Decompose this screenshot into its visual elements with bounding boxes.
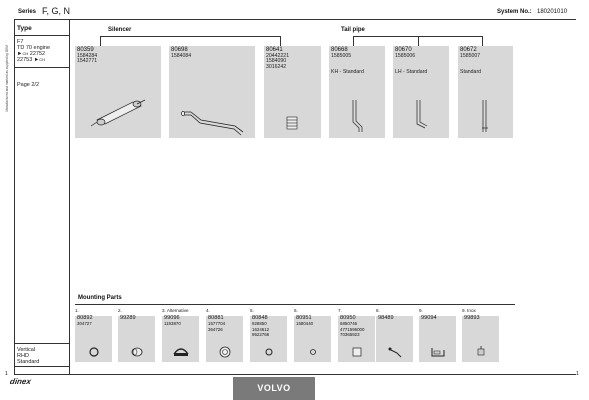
part-number: 99893	[464, 315, 480, 321]
connector-drop-3	[353, 36, 354, 46]
mounting-part-icon	[84, 344, 104, 360]
oem-ref: 364726	[208, 326, 223, 332]
mounting-item-number: 8.	[376, 308, 380, 313]
arrow-icon: ►	[33, 57, 40, 63]
group-silencer: Silencer	[108, 27, 132, 33]
part-number: 80359	[77, 47, 94, 53]
oem-ref: 6850746	[340, 321, 358, 327]
header-rule	[14, 19, 576, 20]
ch-code: CH	[39, 57, 46, 62]
mounting-item-part	[378, 316, 394, 321]
mounting-item-part	[340, 316, 364, 338]
mounting-item-number: 1.	[75, 308, 79, 313]
part-number: 80848	[252, 315, 268, 321]
mounting-item-part	[464, 316, 480, 321]
part-number: 80668	[331, 47, 348, 53]
mounting-part-icon	[215, 344, 235, 360]
mounting-rule	[75, 304, 515, 305]
mounting-part-icon	[471, 344, 491, 360]
flex-pipe-drawing	[284, 114, 300, 132]
pipe-drawing	[179, 104, 249, 136]
sidebar-divider	[14, 19, 15, 374]
variant-vertical: Vertical	[17, 347, 36, 353]
connector-drop-4	[418, 36, 419, 46]
mounting-item-part	[421, 316, 437, 321]
oem-ref: 1585007	[460, 52, 481, 59]
page-number: 1	[576, 371, 579, 377]
system-value: 180201010	[537, 9, 568, 15]
series-value: F, G, N	[42, 6, 71, 16]
oem-ref: 20442221	[266, 52, 290, 59]
oem-ref: 928850	[252, 321, 267, 327]
type-label: Type	[17, 25, 32, 32]
series-label: Series	[18, 9, 37, 15]
mounting-item-part	[77, 316, 93, 327]
oem-ref: 1580440	[296, 321, 314, 327]
variant-rule	[14, 343, 69, 344]
oem-ref: 9522768	[252, 332, 270, 338]
mounting-part-icon	[171, 344, 191, 360]
left-mark: 1	[5, 371, 8, 377]
connector-drop-2	[280, 36, 281, 46]
mounting-item-part	[208, 316, 225, 332]
variant-standard: Standard	[17, 359, 40, 365]
part-number: 80641	[266, 47, 283, 53]
connector-drop-1	[100, 36, 101, 46]
connector-drop-5	[482, 36, 483, 46]
ref2: 22753	[17, 57, 33, 63]
oem-ref: 1584090	[266, 58, 287, 65]
group-tail-pipe: Tail pipe	[341, 27, 365, 33]
mounting-item-number: 7.	[338, 308, 342, 313]
mounting-part-icon	[385, 344, 405, 360]
mounting-item-number: 2.	[118, 308, 122, 313]
oem-ref: 1584284	[77, 52, 98, 59]
part-number: 98489	[378, 315, 394, 321]
part-number: 99289	[120, 315, 136, 321]
engine: TD 70 engine	[17, 45, 51, 51]
dinex-logo: dinex	[9, 377, 32, 386]
system-label: System No.:	[497, 9, 532, 15]
tail-pipe-drawing	[476, 98, 496, 134]
part-number: 99094	[421, 315, 437, 321]
page-indicator: Page 2/2	[17, 82, 40, 88]
sidebar-divider-right	[69, 19, 70, 374]
mounting-part-icon	[127, 344, 147, 360]
part-number: 80698	[171, 47, 188, 53]
mounting-item-number: 6.	[294, 308, 298, 313]
part-number: 80951	[296, 315, 312, 321]
type-rule	[14, 35, 69, 36]
arrow-icon: ►	[17, 51, 23, 57]
mounting-item-number: 9.	[419, 308, 423, 313]
ref1: 22752	[29, 51, 46, 57]
oem-ref: 1585005	[331, 52, 352, 59]
mounting-part-icon	[259, 344, 279, 360]
part-panel-5[interactable]	[393, 46, 449, 138]
part-variant-label: LH - Standard	[395, 69, 428, 75]
mounting-item-part	[164, 316, 181, 327]
oem-ref: 1624612	[252, 326, 270, 332]
oem-ref: 70365923	[340, 332, 360, 338]
part-panel-1[interactable]	[75, 46, 161, 138]
part-number: 80892	[77, 315, 93, 321]
part-number: 99096	[164, 315, 180, 321]
part-panel-4[interactable]	[329, 46, 385, 138]
mounting-item-number: 9. Inox	[462, 308, 476, 313]
mounting-part-icon	[428, 344, 448, 360]
mounting-item-number: 3. Alternative	[162, 308, 189, 313]
part-number: 80950	[340, 315, 356, 321]
oem-ref: 1577704	[208, 321, 226, 327]
oem-ref: 304727	[77, 321, 92, 327]
tail-pipe-drawing	[411, 98, 431, 134]
connector-silencer	[100, 36, 280, 37]
oem-ref: 1542771	[77, 58, 98, 65]
part-panel-6[interactable]	[458, 46, 513, 138]
tail-pipe-drawing	[347, 98, 367, 134]
part-number: 80672	[460, 47, 477, 53]
mounting-item-part	[120, 316, 136, 321]
ch-code: CH	[22, 51, 29, 56]
silencer-drawing	[89, 96, 149, 128]
vertical-note: Manufactured and marked as supplied by OEM	[5, 45, 9, 112]
model: F7	[17, 39, 24, 45]
oem-ref: 1585006	[395, 52, 416, 59]
mounting-item-part	[252, 316, 269, 338]
model-rule	[14, 67, 69, 68]
mounting-title: Mounting Parts	[78, 295, 122, 301]
ref-line-2	[17, 57, 45, 63]
mounting-part-icon	[347, 344, 367, 360]
oem-ref: 4771596000	[340, 326, 365, 332]
variant-rhd: RHD	[17, 353, 29, 359]
oem-ref: 1193870	[164, 321, 181, 327]
mounting-part-icon	[303, 344, 323, 360]
variant-bottom-rule	[14, 366, 69, 367]
part-variant-label: KH - Standard	[331, 69, 364, 75]
part-number: 80881	[208, 315, 224, 321]
mounting-item-number: 4.	[206, 308, 210, 313]
oem-ref: 1584084	[171, 52, 192, 59]
mounting-item-number: 5.	[250, 308, 254, 313]
oem-ref: 3016242	[266, 63, 287, 70]
part-panel-3[interactable]	[264, 46, 321, 138]
brand-badge: VOLVO	[233, 377, 315, 400]
footer-rule	[14, 374, 576, 375]
part-number: 80670	[395, 47, 412, 53]
mounting-item-part	[296, 316, 313, 327]
part-variant-label: Standard	[460, 69, 482, 75]
part-panel-2[interactable]	[169, 46, 255, 138]
